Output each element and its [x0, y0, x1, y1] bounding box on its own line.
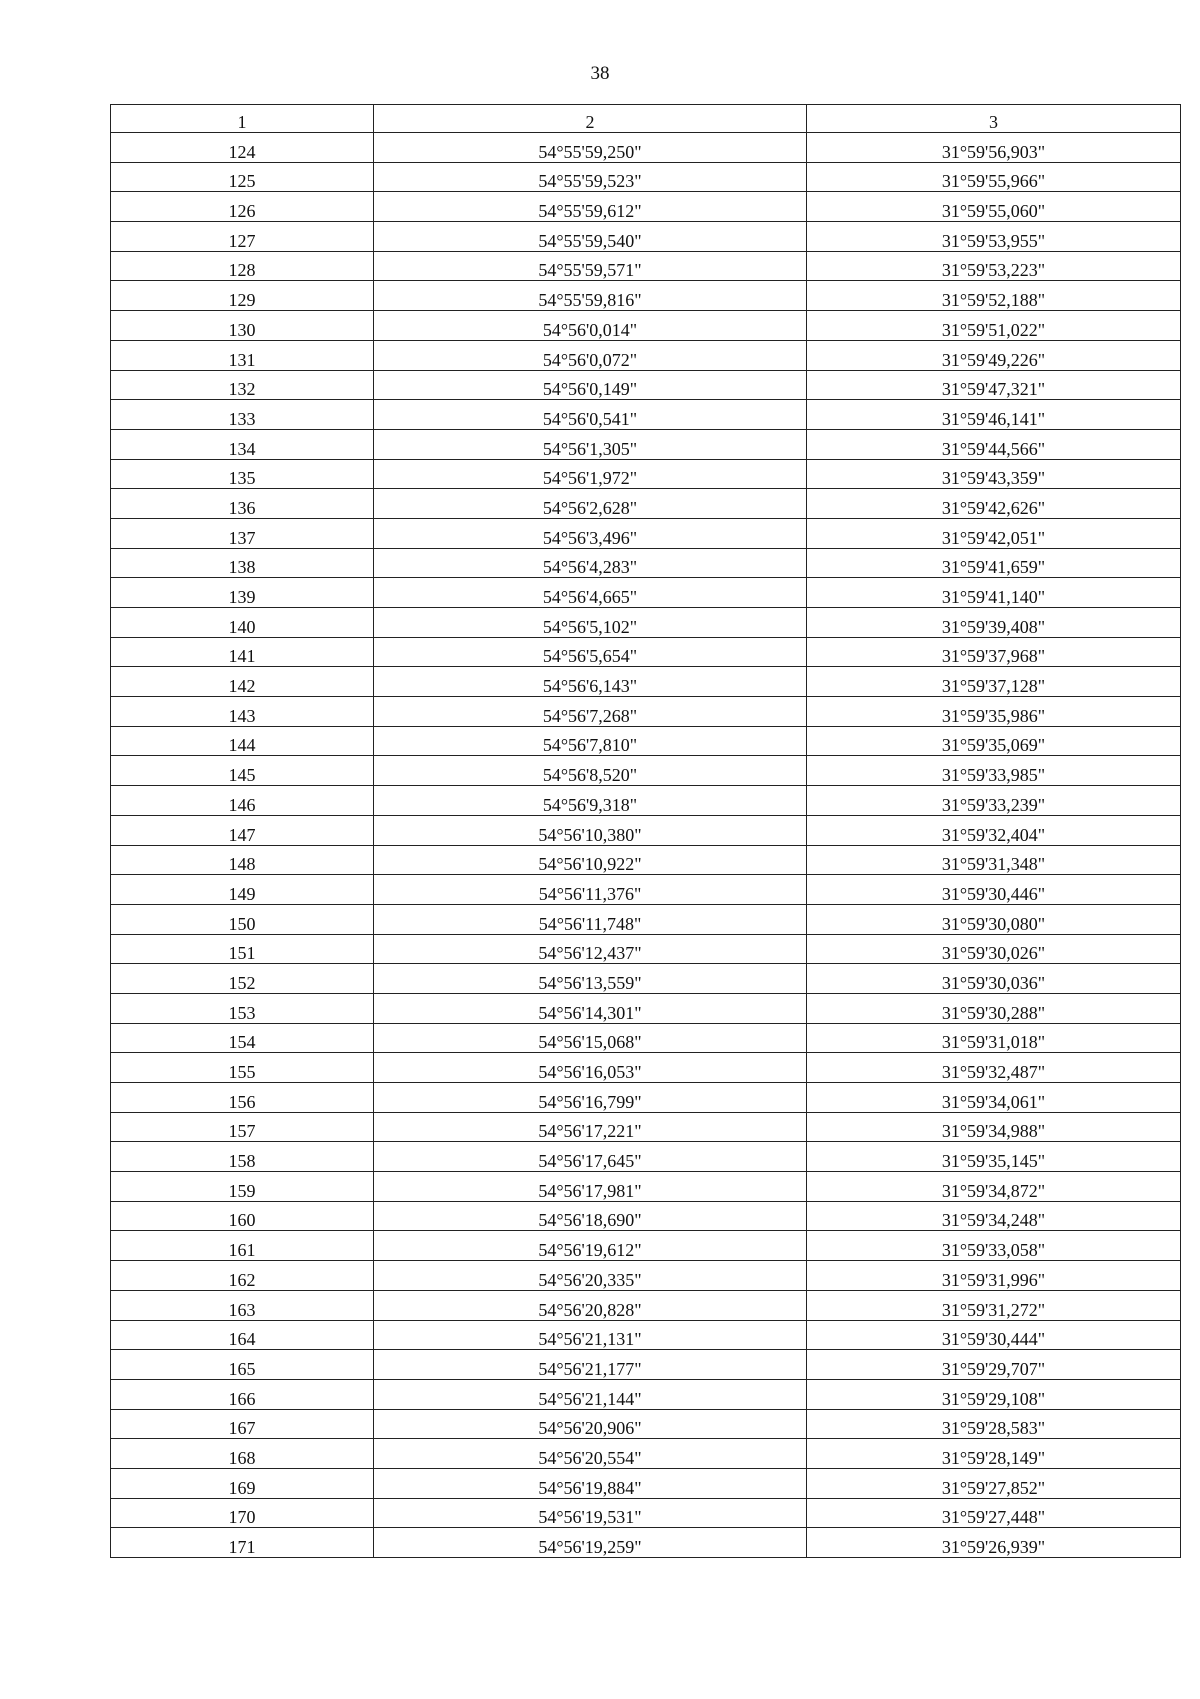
latitude-cell: 54°56'16,799" — [374, 1083, 807, 1113]
latitude-cell: 54°56'20,554" — [374, 1439, 807, 1469]
longitude-cell: 31°59'29,707" — [807, 1350, 1181, 1380]
latitude-cell: 54°55'59,523" — [374, 162, 807, 192]
point-number-cell: 145 — [111, 756, 374, 786]
point-number-cell: 124 — [111, 133, 374, 163]
longitude-cell: 31°59'41,140" — [807, 578, 1181, 608]
point-number-cell: 165 — [111, 1350, 374, 1380]
point-number-cell: 148 — [111, 845, 374, 875]
longitude-cell: 31°59'30,288" — [807, 993, 1181, 1023]
page-number: 38 — [590, 63, 610, 84]
table-row — [111, 726, 1181, 756]
table-row — [111, 311, 1181, 341]
point-number-cell: 133 — [111, 400, 374, 430]
table-row — [111, 133, 1181, 163]
longitude-cell: 31°59'30,446" — [807, 875, 1181, 905]
latitude-cell: 54°56'20,906" — [374, 1409, 807, 1439]
point-number-cell: 149 — [111, 875, 374, 905]
table-row — [111, 875, 1181, 905]
longitude-cell: 31°59'31,996" — [807, 1261, 1181, 1291]
table-row — [111, 370, 1181, 400]
table-row — [111, 756, 1181, 786]
table-row — [111, 993, 1181, 1023]
table-header — [111, 105, 1181, 133]
longitude-cell: 31°59'35,069" — [807, 726, 1181, 756]
point-number-cell: 155 — [111, 1053, 374, 1083]
table-row — [111, 934, 1181, 964]
longitude-cell: 31°59'31,272" — [807, 1290, 1181, 1320]
table-row — [111, 578, 1181, 608]
table-row — [111, 1409, 1181, 1439]
table-row — [111, 548, 1181, 578]
point-number-cell: 162 — [111, 1261, 374, 1291]
longitude-cell: 31°59'55,966" — [807, 162, 1181, 192]
latitude-cell: 54°56'20,335" — [374, 1261, 807, 1291]
latitude-cell: 54°56'20,828" — [374, 1290, 807, 1320]
point-number-cell: 161 — [111, 1231, 374, 1261]
latitude-cell: 54°56'15,068" — [374, 1023, 807, 1053]
longitude-cell: 31°59'28,149" — [807, 1439, 1181, 1469]
longitude-cell: 31°59'49,226" — [807, 340, 1181, 370]
table-row — [111, 1350, 1181, 1380]
latitude-cell: 54°56'0,014" — [374, 311, 807, 341]
point-number-cell: 171 — [111, 1528, 374, 1558]
latitude-cell: 54°56'10,380" — [374, 815, 807, 845]
point-number-cell: 157 — [111, 1112, 374, 1142]
longitude-cell: 31°59'42,051" — [807, 518, 1181, 548]
point-number-cell: 126 — [111, 192, 374, 222]
table-row — [111, 1083, 1181, 1113]
table-row — [111, 1379, 1181, 1409]
table-row — [111, 162, 1181, 192]
longitude-cell: 31°59'30,036" — [807, 964, 1181, 994]
latitude-cell: 54°55'59,816" — [374, 281, 807, 311]
column-header-2: 2 — [374, 105, 807, 133]
point-number-cell: 135 — [111, 459, 374, 489]
table-row — [111, 1290, 1181, 1320]
longitude-cell: 31°59'55,060" — [807, 192, 1181, 222]
point-number-cell: 164 — [111, 1320, 374, 1350]
latitude-cell: 54°56'19,884" — [374, 1468, 807, 1498]
point-number-cell: 129 — [111, 281, 374, 311]
latitude-cell: 54°55'59,540" — [374, 222, 807, 252]
table-row — [111, 518, 1181, 548]
latitude-cell: 54°56'13,559" — [374, 964, 807, 994]
point-number-cell: 150 — [111, 904, 374, 934]
point-number-cell: 137 — [111, 518, 374, 548]
table-row — [111, 1023, 1181, 1053]
point-number-cell: 130 — [111, 311, 374, 341]
point-number-cell: 128 — [111, 251, 374, 281]
point-number-cell: 160 — [111, 1201, 374, 1231]
point-number-cell: 125 — [111, 162, 374, 192]
point-number-cell: 170 — [111, 1498, 374, 1528]
longitude-cell: 31°59'35,145" — [807, 1142, 1181, 1172]
point-number-cell: 142 — [111, 667, 374, 697]
point-number-cell: 131 — [111, 340, 374, 370]
point-number-cell: 147 — [111, 815, 374, 845]
table-row — [111, 1172, 1181, 1202]
longitude-cell: 31°59'33,239" — [807, 786, 1181, 816]
latitude-cell: 54°56'21,131" — [374, 1320, 807, 1350]
table-row — [111, 400, 1181, 430]
longitude-cell: 31°59'42,626" — [807, 489, 1181, 519]
longitude-cell: 31°59'53,955" — [807, 222, 1181, 252]
latitude-cell: 54°56'11,376" — [374, 875, 807, 905]
latitude-cell: 54°56'8,520" — [374, 756, 807, 786]
table-row — [111, 1498, 1181, 1528]
latitude-cell: 54°56'9,318" — [374, 786, 807, 816]
point-number-cell: 139 — [111, 578, 374, 608]
latitude-cell: 54°56'1,972" — [374, 459, 807, 489]
latitude-cell: 54°56'14,301" — [374, 993, 807, 1023]
point-number-cell: 166 — [111, 1379, 374, 1409]
point-number-cell: 144 — [111, 726, 374, 756]
table-row — [111, 697, 1181, 727]
longitude-cell: 31°59'34,248" — [807, 1201, 1181, 1231]
point-number-cell: 163 — [111, 1290, 374, 1320]
table-row — [111, 1261, 1181, 1291]
table-row — [111, 281, 1181, 311]
point-number-cell: 168 — [111, 1439, 374, 1469]
longitude-cell: 31°59'27,448" — [807, 1498, 1181, 1528]
point-number-cell: 154 — [111, 1023, 374, 1053]
point-number-cell: 167 — [111, 1409, 374, 1439]
point-number-cell: 158 — [111, 1142, 374, 1172]
latitude-cell: 54°56'17,981" — [374, 1172, 807, 1202]
point-number-cell: 153 — [111, 993, 374, 1023]
longitude-cell: 31°59'39,408" — [807, 608, 1181, 638]
longitude-cell: 31°59'26,939" — [807, 1528, 1181, 1558]
latitude-cell: 54°56'16,053" — [374, 1053, 807, 1083]
point-number-cell: 151 — [111, 934, 374, 964]
point-number-cell: 132 — [111, 370, 374, 400]
longitude-cell: 31°59'47,321" — [807, 370, 1181, 400]
point-number-cell: 146 — [111, 786, 374, 816]
table-row — [111, 1439, 1181, 1469]
coordinates-table — [110, 104, 1181, 1558]
longitude-cell: 31°59'43,359" — [807, 459, 1181, 489]
latitude-cell: 54°56'1,305" — [374, 429, 807, 459]
table-row — [111, 964, 1181, 994]
table-row — [111, 1528, 1181, 1558]
latitude-cell: 54°56'17,221" — [374, 1112, 807, 1142]
longitude-cell: 31°59'34,988" — [807, 1112, 1181, 1142]
latitude-cell: 54°56'21,177" — [374, 1350, 807, 1380]
longitude-cell: 31°59'44,566" — [807, 429, 1181, 459]
latitude-cell: 54°55'59,571" — [374, 251, 807, 281]
latitude-cell: 54°56'12,437" — [374, 934, 807, 964]
latitude-cell: 54°56'7,810" — [374, 726, 807, 756]
latitude-cell: 54°56'21,144" — [374, 1379, 807, 1409]
latitude-cell: 54°56'5,654" — [374, 637, 807, 667]
latitude-cell: 54°56'0,541" — [374, 400, 807, 430]
table-row — [111, 1231, 1181, 1261]
longitude-cell: 31°59'52,188" — [807, 281, 1181, 311]
point-number-cell: 138 — [111, 548, 374, 578]
table-row — [111, 1053, 1181, 1083]
latitude-cell: 54°56'3,496" — [374, 518, 807, 548]
longitude-cell: 31°59'30,026" — [807, 934, 1181, 964]
longitude-cell: 31°59'32,404" — [807, 815, 1181, 845]
table-row — [111, 815, 1181, 845]
longitude-cell: 31°59'37,128" — [807, 667, 1181, 697]
latitude-cell: 54°56'5,102" — [374, 608, 807, 638]
table-row — [111, 1468, 1181, 1498]
point-number-cell: 127 — [111, 222, 374, 252]
table-row — [111, 192, 1181, 222]
latitude-cell: 54°56'4,283" — [374, 548, 807, 578]
point-number-cell: 140 — [111, 608, 374, 638]
longitude-cell: 31°59'29,108" — [807, 1379, 1181, 1409]
table-row — [111, 845, 1181, 875]
latitude-cell: 54°56'6,143" — [374, 667, 807, 697]
longitude-cell: 31°59'51,022" — [807, 311, 1181, 341]
longitude-cell: 31°59'31,018" — [807, 1023, 1181, 1053]
point-number-cell: 134 — [111, 429, 374, 459]
point-number-cell: 152 — [111, 964, 374, 994]
longitude-cell: 31°59'31,348" — [807, 845, 1181, 875]
longitude-cell: 31°59'30,444" — [807, 1320, 1181, 1350]
table-row — [111, 1320, 1181, 1350]
table-row — [111, 786, 1181, 816]
longitude-cell: 31°59'27,852" — [807, 1468, 1181, 1498]
latitude-cell: 54°56'4,665" — [374, 578, 807, 608]
point-number-cell: 169 — [111, 1468, 374, 1498]
table-row — [111, 1201, 1181, 1231]
longitude-cell: 31°59'34,872" — [807, 1172, 1181, 1202]
longitude-cell: 31°59'35,986" — [807, 697, 1181, 727]
latitude-cell: 54°56'7,268" — [374, 697, 807, 727]
latitude-cell: 54°56'19,531" — [374, 1498, 807, 1528]
point-number-cell: 141 — [111, 637, 374, 667]
latitude-cell: 54°56'10,922" — [374, 845, 807, 875]
longitude-cell: 31°59'33,058" — [807, 1231, 1181, 1261]
table-row — [111, 904, 1181, 934]
longitude-cell: 31°59'34,061" — [807, 1083, 1181, 1113]
table-row — [111, 429, 1181, 459]
table-row — [111, 251, 1181, 281]
latitude-cell: 54°56'17,645" — [374, 1142, 807, 1172]
longitude-cell: 31°59'28,583" — [807, 1409, 1181, 1439]
table-row — [111, 222, 1181, 252]
table-row — [111, 340, 1181, 370]
table-row — [111, 608, 1181, 638]
point-number-cell: 159 — [111, 1172, 374, 1202]
longitude-cell: 31°59'46,141" — [807, 400, 1181, 430]
table-row — [111, 489, 1181, 519]
latitude-cell: 54°56'19,259" — [374, 1528, 807, 1558]
column-header-3: 3 — [807, 105, 1181, 133]
longitude-cell: 31°59'53,223" — [807, 251, 1181, 281]
longitude-cell: 31°59'56,903" — [807, 133, 1181, 163]
latitude-cell: 54°55'59,612" — [374, 192, 807, 222]
table-row — [111, 637, 1181, 667]
column-header-1: 1 — [111, 105, 374, 133]
table-row — [111, 1142, 1181, 1172]
table-row — [111, 667, 1181, 697]
longitude-cell: 31°59'41,659" — [807, 548, 1181, 578]
latitude-cell: 54°56'18,690" — [374, 1201, 807, 1231]
table-row — [111, 1112, 1181, 1142]
point-number-cell: 156 — [111, 1083, 374, 1113]
table-body — [111, 133, 1181, 1558]
longitude-cell: 31°59'30,080" — [807, 904, 1181, 934]
latitude-cell: 54°56'0,072" — [374, 340, 807, 370]
longitude-cell: 31°59'37,968" — [807, 637, 1181, 667]
latitude-cell: 54°56'19,612" — [374, 1231, 807, 1261]
latitude-cell: 54°56'11,748" — [374, 904, 807, 934]
header-row — [111, 105, 1181, 133]
latitude-cell: 54°56'2,628" — [374, 489, 807, 519]
longitude-cell: 31°59'32,487" — [807, 1053, 1181, 1083]
latitude-cell: 54°56'0,149" — [374, 370, 807, 400]
point-number-cell: 143 — [111, 697, 374, 727]
longitude-cell: 31°59'33,985" — [807, 756, 1181, 786]
table-row — [111, 459, 1181, 489]
point-number-cell: 136 — [111, 489, 374, 519]
latitude-cell: 54°55'59,250" — [374, 133, 807, 163]
